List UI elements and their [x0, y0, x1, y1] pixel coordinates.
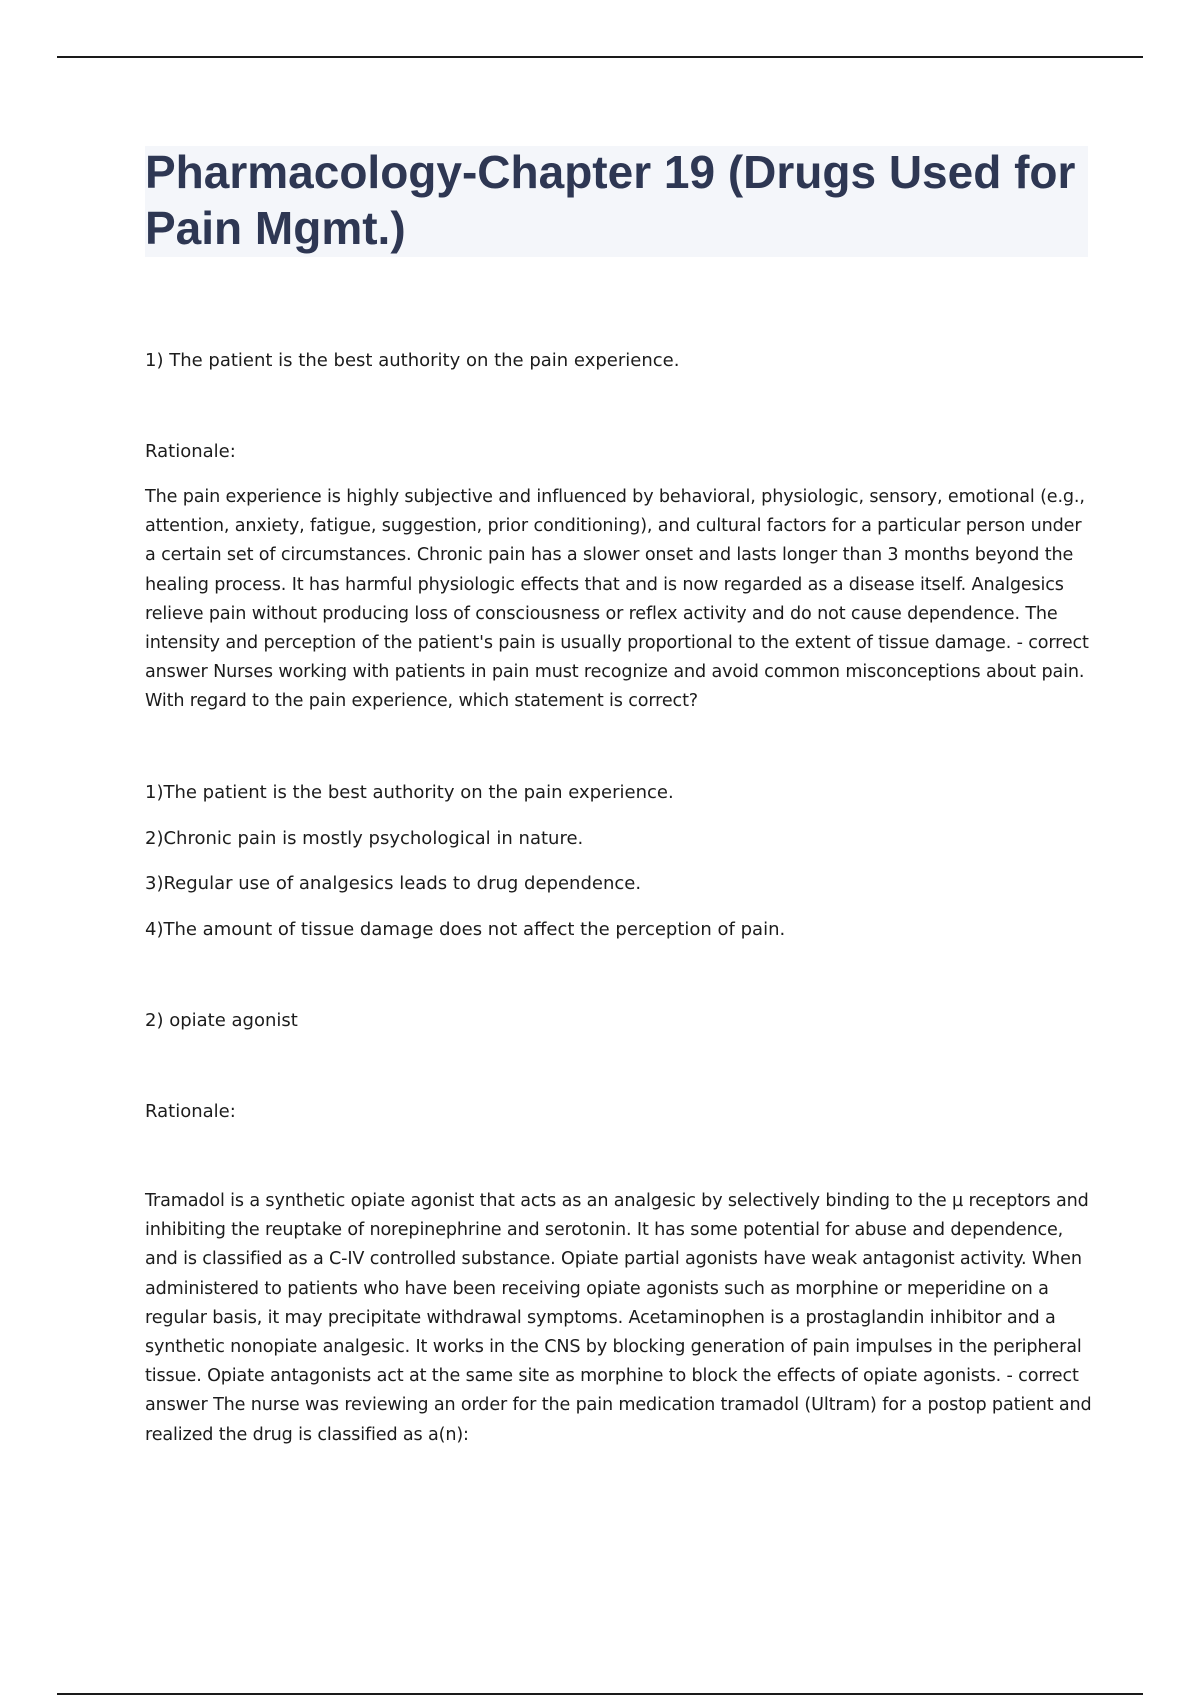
top-rule: [57, 56, 1143, 58]
list-item: 4)The amount of tissue damage does not affect the perception of pain.: [145, 918, 786, 940]
q2-rationale-text: Tramadol is a synthetic opiate agonist that acts as an analgesic by selectively binding to the µ receptors and inhibiting the reuptake of norepinephrine and serotonin. It has some potential for abuse and dependence, and is classified as a C-IV controlled substance. Opiate partial agonists have weak antagonist activity. When administered to patients who have been receiving opiate agonists such as morphine or meperidine on a regular basis, it may precipitate withdrawal symptoms. Acetaminophen is a prostaglandin inhibitor and a synthetic nonopiate analgesic. It works in the CNS by blocking generation of pain impulses in the peripheral tissue. Opiate antagonists act at the same site as morphine to block the effects of opiate agonists. - correct answer The nurse was reviewing an order for the pain medication tramadol (Ultram) for a postop patient and realized the drug is classified as a(n):: [145, 1191, 1092, 1445]
q1-answer: 1) The patient is the best authority on the pain experience.: [145, 350, 680, 371]
q1-rationale-label: Rationale:: [145, 441, 236, 462]
list-item: 1)The patient is the best authority on the pain experience.: [145, 782, 674, 803]
q2-answer: 2) opiate agonist: [145, 1010, 298, 1031]
page-title: Pharmacology-Chapter 19 (Drugs Used for Pain Mgmt.): [145, 146, 1076, 254]
bottom-rule: [57, 1693, 1143, 1695]
q1-options-list: [145, 778, 1095, 960]
q1-rationale-text: The pain experience is highly subjective and influenced by behavioral, physiologic, sensory, emotional (e.g., attention, anxiety, fatigue, suggestion, prior conditioning), and cultural factors for a particular person under a certain set of circumstances. Chronic pain has a slower onset and lasts longer than 3 months beyond the healing process. It has harmful physiologic effects that and is now regarded as a disease itself. Analgesics relieve pain without producing loss of consciousness or reflex activity and do not cause dependence. The intensity and perception of the patient's pain is usually proportional to the extent of tissue damage. - correct answer Nurses working with patients in pain must recognize and avoid common misconceptions about pain. With regard to the pain experience, which statement is correct?: [145, 487, 1089, 712]
list-item: 2)Chronic pain is mostly psychological in nature.: [145, 827, 584, 849]
q2-rationale-label: Rationale:: [145, 1101, 236, 1122]
list-item: 3)Regular use of analgesics leads to drug dependence.: [145, 873, 642, 894]
